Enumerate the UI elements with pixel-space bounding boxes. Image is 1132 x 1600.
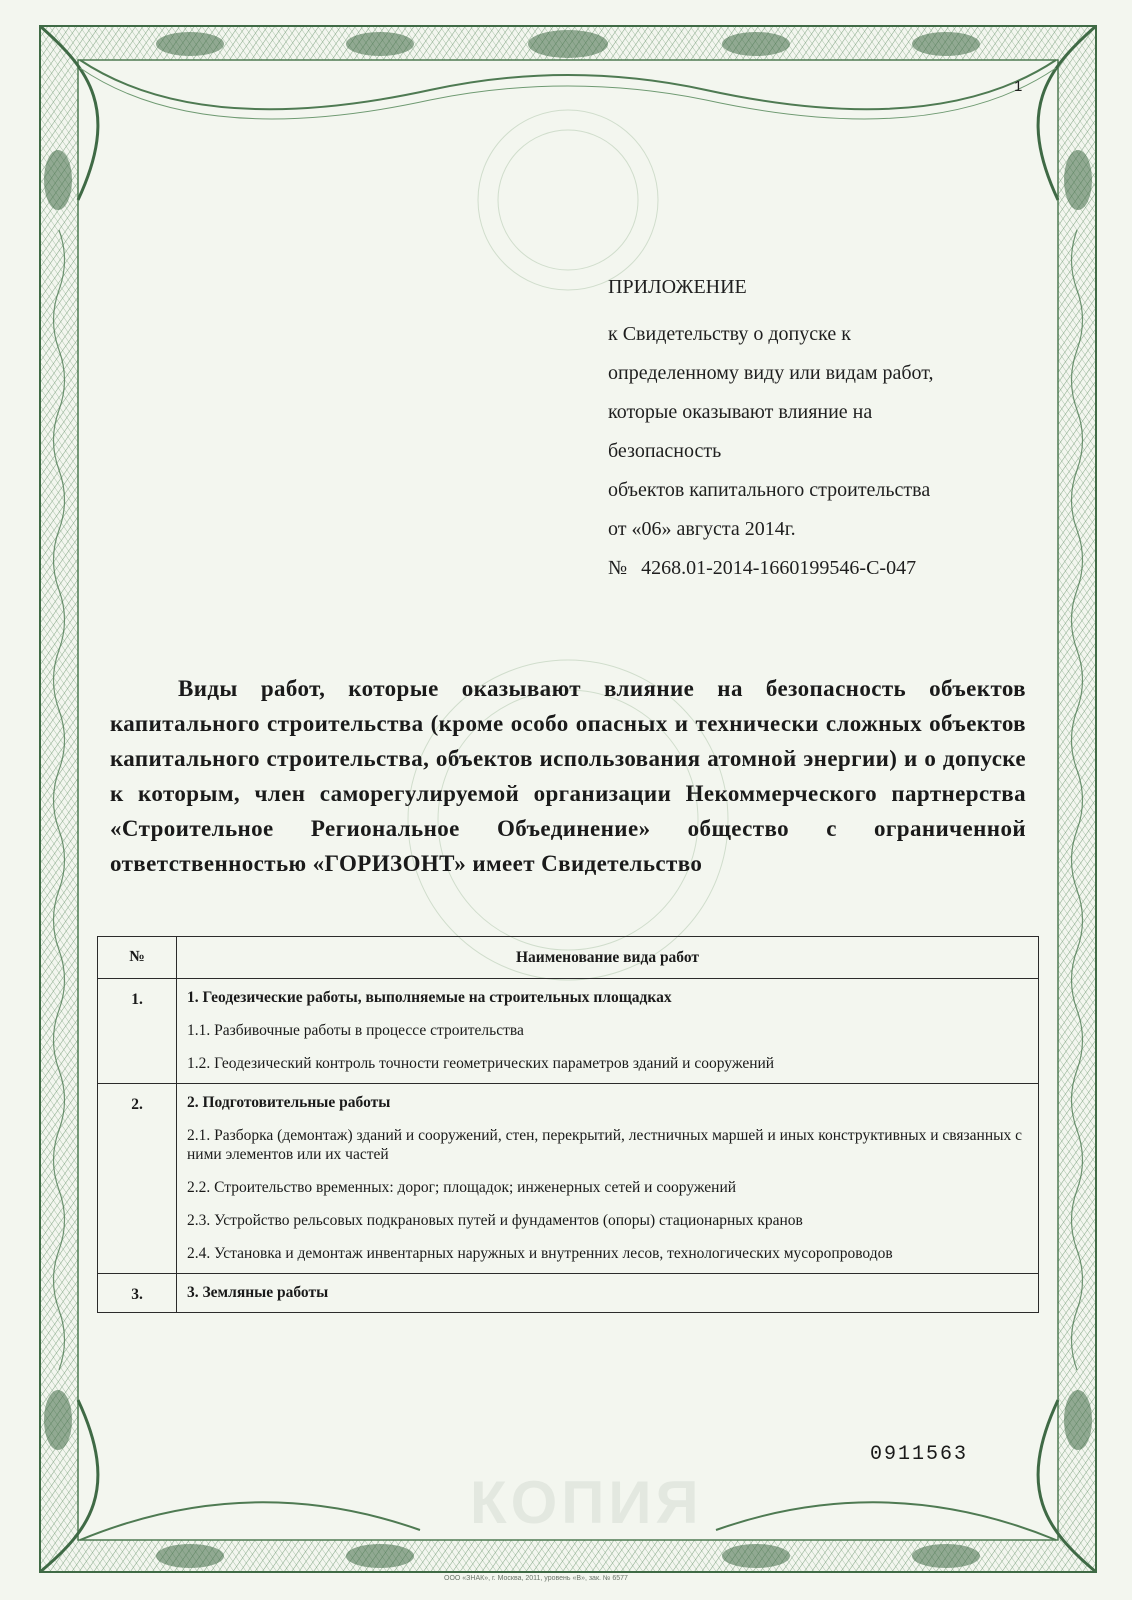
work-item: 2.4. Установка и демонтаж инвентарных наружных и внутренних лесов, технологических мусоропроводов xyxy=(187,1245,893,1262)
work-item: 1.1. Разбивочные работы в процессе строительства xyxy=(187,1022,524,1039)
work-item: 1.2. Геодезический контроль точности геометрических параметров зданий и сооружений xyxy=(187,1055,775,1072)
form-serial-number: 0911563 xyxy=(870,1443,969,1466)
section-cell xyxy=(177,1084,1039,1274)
appendix-line: к Свидетельству о допуске к xyxy=(608,323,851,345)
section-number: 1. xyxy=(98,979,177,1084)
table-row xyxy=(98,1274,1039,1313)
appendix-title: ПРИЛОЖЕНИЕ xyxy=(608,276,747,298)
section-number: 3. xyxy=(98,1274,177,1313)
section-cell xyxy=(177,979,1039,1084)
work-types-preamble: Виды работ, которые оказывают влияние на безопасность объектов капитального строительства (кроме особо опасных и технически сложных объектов капитального строительства, объектов использования атомной энергии) и о допуске к которым, член саморегулируемой организации Некоммерческого партнерства «Строительное Региональное Объединение» общество с ограниченной ответственностью «ГОРИЗОНТ» имеет Свидетельство xyxy=(110,676,1026,876)
section-title: 3. Земляные работы xyxy=(187,1284,329,1301)
work-item: 2.2. Строительство временных: дорог; площадок; инженерных сетей и сооружений xyxy=(187,1179,737,1196)
table-header-row xyxy=(98,937,1039,979)
printer-imprint: ООО «ЗНАК», г. Москва, 2011, уровень «В», зак. № 6577 xyxy=(444,1575,628,1582)
table-row xyxy=(98,979,1039,1084)
appendix-line: которые оказывают влияние на xyxy=(608,401,873,423)
copy-watermark: КОПИЯ xyxy=(470,1469,703,1536)
work-item: 2.1. Разборка (демонтаж) зданий и сооружений, стен, перекрытий, лестничных маршей и иных конструктивных и связанных с ними элементов или их частей xyxy=(187,1127,1023,1163)
appendix-line: объектов капитального строительства xyxy=(608,479,931,501)
table-row xyxy=(98,1084,1039,1274)
appendix-line: безопасность xyxy=(608,440,722,462)
section-number: 2. xyxy=(98,1084,177,1274)
column-header-number: № xyxy=(98,937,177,979)
appendix-header xyxy=(608,268,1028,588)
section-cell xyxy=(177,1274,1039,1313)
work-types-table xyxy=(97,936,1039,1313)
certificate-number xyxy=(608,549,1028,588)
certificate-number-label: № xyxy=(608,557,628,579)
appendix-line: от «06» августа 2014г. xyxy=(608,518,796,540)
section-title: 2. Подготовительные работы xyxy=(187,1094,391,1111)
appendix-line: определенному виду или видам работ, xyxy=(608,362,934,384)
page-number: 1 xyxy=(1014,78,1023,95)
column-header-work-name: Наименование вида работ xyxy=(177,937,1039,979)
section-title: 1. Геодезические работы, выполняемые на строительных площадках xyxy=(187,989,672,1006)
certificate-number-value: 4268.01-2014-1660199546-С-047 xyxy=(641,557,917,579)
work-item: 2.3. Устройство рельсовых подкрановых путей и фундаментов (опоры) стационарных кранов xyxy=(187,1212,803,1229)
